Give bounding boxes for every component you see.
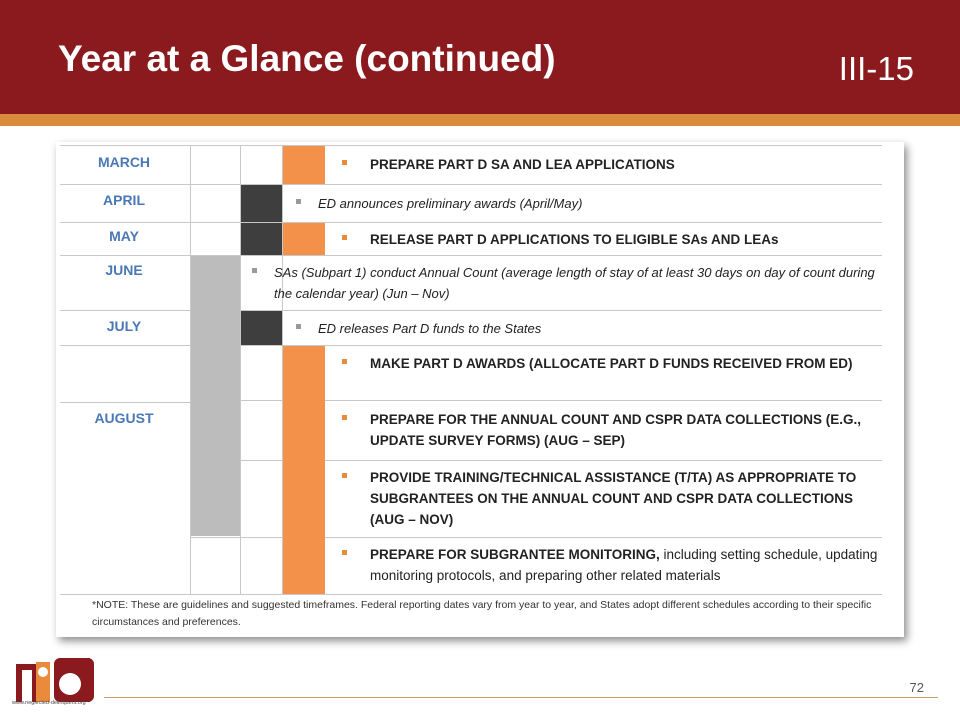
nd-logo-icon <box>14 654 96 704</box>
bullet-square <box>342 550 347 555</box>
timeline-cell-july <box>241 311 282 345</box>
month-august: AUGUST <box>94 410 154 426</box>
month-march: MARCH <box>97 154 151 170</box>
footer-line <box>104 697 938 698</box>
bullet-square <box>342 473 347 478</box>
timeline-cell-may <box>241 223 282 255</box>
bullet-square <box>342 415 347 420</box>
month-july: JULY <box>106 318 142 334</box>
row-divider <box>60 184 882 185</box>
timeline-cell-annual-count <box>191 256 240 536</box>
row-text: PREPARE FOR THE ANNUAL COUNT AND CSPR DATA COLLECTIONS (E.G., UPDATE SURVEY FORMS) (AUG – SEP) <box>370 412 862 448</box>
title-bar-stripe <box>0 114 960 126</box>
row-text: RELEASE PART D APPLICATIONS TO ELIGIBLE SAs AND LEAs <box>370 232 779 247</box>
row-divider <box>60 255 882 256</box>
timeline-cell-april <box>241 185 282 222</box>
timeline-cell-may-orange <box>283 223 325 255</box>
bullet-square <box>342 359 347 364</box>
row-text: MAKE PART D AWARDS (ALLOCATE PART D FUNDS RECEIVED FROM ED) <box>370 356 853 371</box>
row-text: ED releases Part D funds to the States <box>318 321 542 336</box>
year-at-a-glance-table <box>56 142 904 637</box>
row-divider <box>60 402 190 403</box>
row-text: SAs (Subpart 1) conduct Annual Count (average length of stay of at least 30 days on day of count during the calendar year) (Jun – Nov) <box>274 265 875 301</box>
timeline-cell-august <box>283 346 325 594</box>
row-text: PREPARE PART D SA AND LEA APPLICATIONS <box>370 157 675 172</box>
row-divider <box>60 345 882 346</box>
bullet-square <box>296 324 301 329</box>
bullet-square <box>342 160 347 165</box>
logo-url: www.neglected-delinquent.org <box>12 700 86 706</box>
month-april: APRIL <box>103 192 145 208</box>
row-text: PROVIDE TRAINING/TECHNICAL ASSISTANCE (T/TA) AS APPROPRIATE TO SUBGRANTEES ON THE ANNUAL COUNT AND CSPR DATA COLLECTIONS (AUG – NOV) <box>370 470 857 527</box>
footnote: *NOTE: These are guidelines and suggested timeframes. Federal reporting dates vary from year to year, and States adopt different schedules according to their specific circumstances and preferences. <box>92 599 872 628</box>
row-divider <box>60 310 882 311</box>
slide-title: Year at a Glance (continued) <box>58 38 556 79</box>
bullet-square <box>252 268 257 273</box>
page-number: 72 <box>909 680 924 695</box>
bullet-square <box>296 199 301 204</box>
month-may: MAY <box>109 228 139 244</box>
row-text-bold: PREPARE FOR SUBGRANTEE MONITORING, <box>370 547 660 562</box>
bullet-square <box>342 235 347 240</box>
timeline-cell-march <box>283 146 325 184</box>
row-text: ED announces preliminary awards (April/May) <box>318 196 583 211</box>
row-text-rest: including setting schedule, updating monitoring protocols, and preparing other related materials <box>370 547 878 583</box>
row-text <box>370 544 880 586</box>
row-divider <box>60 145 882 146</box>
slide-code: III-15 <box>838 50 914 87</box>
row-divider <box>60 594 882 595</box>
month-june: JUNE <box>105 262 143 278</box>
row-divider <box>60 222 882 223</box>
